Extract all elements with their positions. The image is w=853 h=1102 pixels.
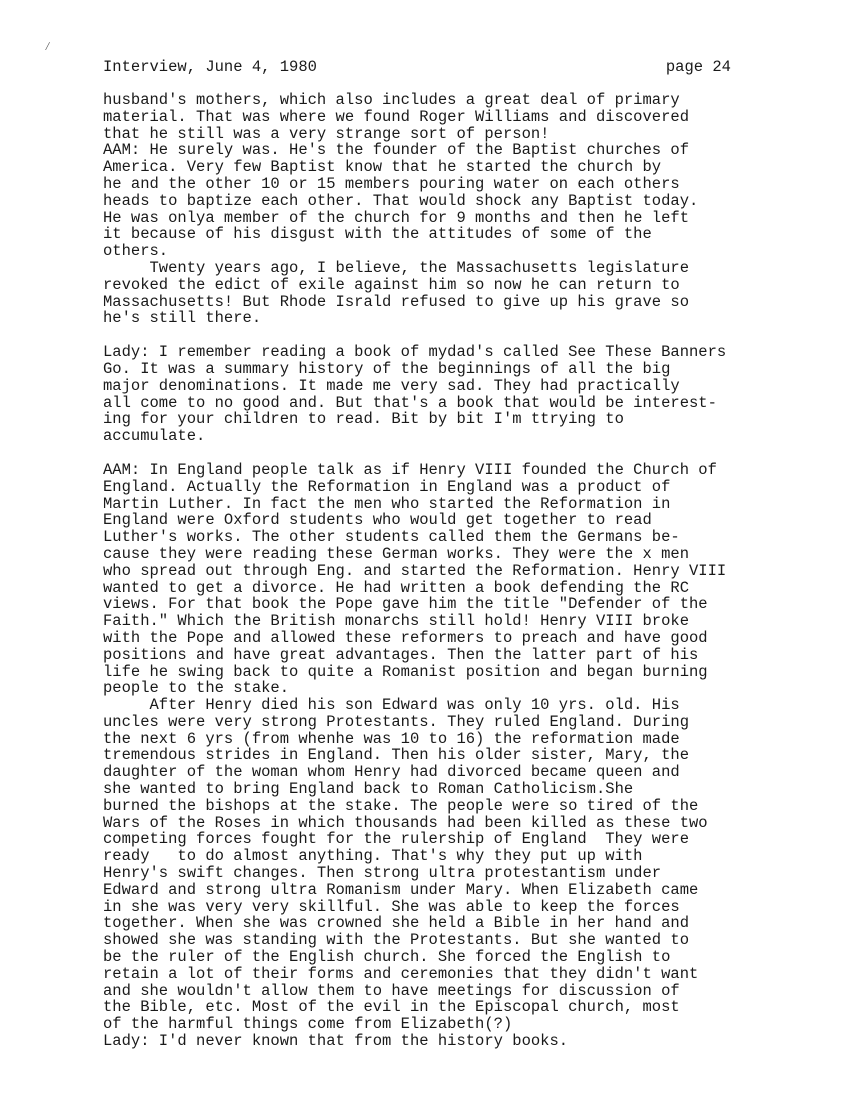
text-line: be the ruler of the English church. She forced the English to	[103, 948, 671, 967]
text-line: competing forces fought for the rulership of England They were	[103, 830, 689, 849]
text-line: ing for your children to read. Bit by bit I'm ttrying to	[103, 410, 624, 429]
text-line: with the Pope and allowed these reformers to preach and have good	[103, 628, 708, 647]
text-line: accumulate.	[103, 427, 206, 446]
text-line: Lady: I remember reading a book of mydad's called See These Banners	[103, 343, 727, 362]
text-line: England were Oxford students who would get together to read	[103, 511, 652, 530]
paragraph	[103, 462, 803, 1050]
page-number: page 24	[665, 58, 731, 76]
text-line: wanted to get a divorce. He had written a book defending the RC	[103, 578, 689, 597]
text-line: England. Actually the Reformation in England was a product of	[103, 477, 671, 496]
text-line: Henry's swift changes. Then strong ultra protestantism under	[103, 864, 662, 883]
text-line: she wanted to bring England back to Roman Catholicism.She	[103, 780, 634, 799]
text-line: Massachusetts! But Rhode Israld refused to give up his grave so	[103, 292, 689, 311]
text-line: major denominations. It made me very sad. They had practically	[103, 376, 680, 395]
text-line: Twenty years ago, I believe, the Massachusetts legislature	[103, 258, 689, 277]
text-line: of the harmful things come from Elizabeth(?)	[103, 1015, 513, 1034]
text-line: AAM: He surely was. He's the founder of the Baptist churches of	[103, 141, 689, 160]
text-line: it because of his disgust with the attitudes of some of the	[103, 225, 652, 244]
document-body	[103, 92, 803, 1050]
text-line: uncles were very strong Protestants. They ruled England. During	[103, 712, 689, 731]
text-line: views. For that book the Pope gave him the title "Defender of the	[103, 595, 708, 614]
text-line: retain a lot of their forms and ceremonies that they didn't want	[103, 964, 699, 983]
text-line: the Bible, etc. Most of the evil in the Episcopal church, most	[103, 998, 680, 1017]
text-line: burned the bishops at the stake. The people were so tired of the	[103, 796, 699, 815]
text-line: After Henry died his son Edward was only 10 yrs. old. His	[103, 696, 680, 715]
text-line: Wars of the Roses in which thousands had been killed as these two	[103, 813, 708, 832]
text-line: and she wouldn't allow them to have meetings for discussion of	[103, 981, 680, 1000]
text-line: Lady: I'd never known that from the history books.	[103, 1032, 569, 1051]
text-line: Go. It was a summary history of the beginnings of all the big	[103, 359, 671, 378]
paragraph-gap	[103, 327, 803, 344]
pen-mark: ∕	[44, 40, 52, 54]
text-line: people to the stake.	[103, 679, 290, 698]
text-line: tremendous strides in England. Then his older sister, Mary, the	[103, 746, 689, 765]
header-title: Interview, June 4, 1980	[103, 58, 317, 76]
text-line: daughter of the woman whom Henry had divorced became queen and	[103, 763, 680, 782]
text-line: he and the other 10 or 15 members pouring water on each others	[103, 174, 680, 193]
text-line: others.	[103, 242, 169, 261]
text-line: America. Very few Baptist know that he started the church by	[103, 158, 662, 177]
text-line: that he still was a very strange sort of person!	[103, 124, 550, 143]
text-line: ready to do almost anything. That's why they put up with	[103, 847, 643, 866]
text-line: together. When she was crowned she held a Bible in her hand and	[103, 914, 689, 933]
text-line: the next 6 yrs (from whenhe was 10 to 16) the reformation made	[103, 729, 680, 748]
text-line: He was onlya member of the church for 9 months and then he left	[103, 208, 689, 227]
text-line: AAM: In England people talk as if Henry VIII founded the Church of	[103, 460, 717, 479]
text-line: material. That was where we found Roger Williams and discovered	[103, 107, 689, 126]
text-line: all come to no good and. But that's a book that would be interest-	[103, 393, 717, 412]
paragraph	[103, 344, 803, 445]
text-line: revoked the edict of exile against him so now he can return to	[103, 275, 680, 294]
text-line: Luther's works. The other students called them the Germans be-	[103, 528, 680, 547]
text-line: in she was very very skillful. She was able to keep the forces	[103, 897, 680, 916]
paragraph-gap	[103, 445, 803, 462]
text-line: Edward and strong ultra Romanism under Mary. When Elizabeth came	[103, 880, 699, 899]
text-line: husband's mothers, which also includes a great deal of primary	[103, 91, 680, 109]
text-line: positions and have great advantages. Then the latter part of his	[103, 645, 699, 664]
text-line: he's still there.	[103, 309, 262, 328]
text-line: life he swing back to quite a Romanist position and began burning	[103, 662, 708, 681]
text-line: Martin Luther. In fact the men who started the Reformation in	[103, 494, 671, 513]
text-line: showed she was standing with the Protestants. But she wanted to	[103, 931, 689, 950]
text-line: heads to baptize each other. That would shock any Baptist today.	[103, 191, 699, 210]
paragraph	[103, 92, 803, 327]
text-line: Faith." Which the British monarchs still hold! Henry VIII broke	[103, 612, 689, 631]
text-line: who spread out through Eng. and started the Reformation. Henry VIII	[103, 561, 727, 580]
text-line: cause they were reading these German works. They were the x men	[103, 544, 689, 563]
